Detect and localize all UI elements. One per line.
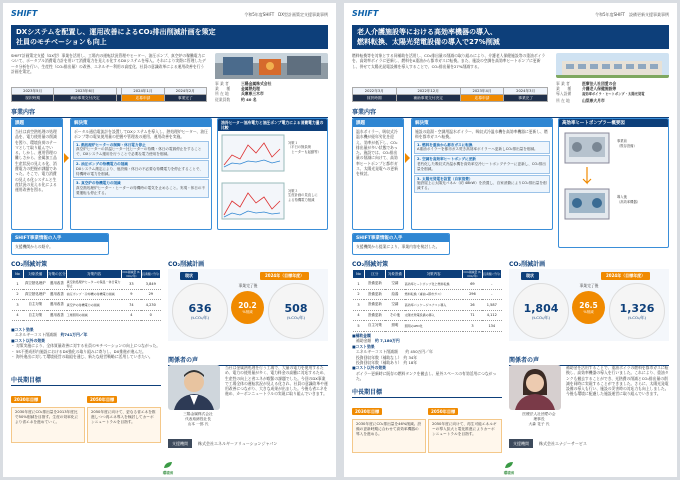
measure-text: 老朽化した吸収式冷温水機を高効率空冷ヒートポンプチラーに更新し、CO₂排出量を削減。 — [417, 161, 546, 171]
table-row: 4 設備更新 その他 太陽光発電設備の導入 71 4,112 — [353, 310, 502, 321]
cost-effect-block — [11, 327, 161, 359]
sign-role: 理事長 — [533, 417, 545, 421]
measure-text: 真空熱処理炉ヒーター・ヒーターの待機時の電気を止めること。実現・休日の不要運転も停止する。 — [76, 186, 206, 195]
arrow-icon — [405, 153, 410, 163]
measure-text: 施設屋上に太陽光パネル（約 48kW）を設置し、自家消費によりCO₂排出量を削減する。 — [417, 181, 547, 191]
issue-head: 課題 — [353, 119, 403, 127]
reduction-unit: %削減 — [583, 309, 594, 314]
measure-3 — [414, 175, 550, 193]
support-org-label: 支援機関 — [509, 439, 533, 448]
timeline-date: 2023年5月 — [12, 88, 54, 95]
diagram-card — [558, 118, 669, 248]
shift-info-head: SHIFT事業情報の入手 — [353, 234, 449, 242]
measure-1 — [73, 141, 209, 159]
shift-info-text: 支援機関からの紹介。 — [15, 244, 53, 249]
diagram-label-2: 対策３ 生産計画の見直しに よる待機電力削減 — [288, 189, 318, 202]
shift-info-box — [352, 233, 450, 255]
goal-2050-text: 2050年度に向けて、再生可能エネルギーの導入拡大と電化推進によりカーボンニュートラルを目指す。 — [428, 419, 502, 453]
measure-text: 真空炉ヒーターの昇温ヒーター比ヒーターの待機・休日の電源停止をすることで、DXシステム運用を行うことで必要な電力使用を削減。 — [76, 147, 202, 157]
co2-measures-table-wrap — [352, 269, 502, 332]
content-heading: 事業内容 — [11, 107, 328, 118]
shift-info-head: SHIFT事業情報の入手 — [12, 234, 108, 242]
timeline-stage: 補助事業交付決定 — [54, 95, 116, 102]
effect-item: ・ 5S不要成形内施設におけるDX強化の取り組みに寄与し、DX推進が進んだ。 — [11, 348, 146, 354]
timeline-stage: 採択時期 — [12, 95, 54, 102]
measure-text: DXシステム測定により、他設備・休日の不必要な待機電力を停止することで、待機時の電力を削減。 — [76, 166, 203, 176]
goal-2050-text: 2050年度に向けて、更なる省エネを推進しつつ再エネ導入を検討してカーボンニュートラルを目指す。 — [87, 407, 161, 443]
current-emission-circle — [172, 283, 228, 339]
timeline-table — [11, 87, 207, 102]
timeline-stage: 補助事業交付決定 — [396, 95, 460, 102]
diagram-label-2: 導入後 （高効率機器） — [617, 195, 641, 204]
shift-logo: SHIFT — [11, 9, 38, 18]
reduction-value: 26.5 — [579, 300, 598, 310]
intro-text: 燃料転換等を対象とする同補助を活用し、CO₂排出量の削減の取り組みにより、介護老人保健施設等の重油ボイラを、高効率ボイラに更新し、燃料をA重油から都市ガスに転換。また、施設の空調を高効率ヒートポンプに更新し、併せて太陽光発電設備を導入することで、CO₂排出量を27%削減する。 — [352, 53, 546, 69]
leaf-icon — [504, 461, 514, 469]
signature — [509, 412, 569, 427]
measure-1 — [414, 141, 550, 155]
company-key: 業 種 — [556, 86, 572, 92]
timeline-date: 2023年4月 — [460, 88, 504, 95]
voice-heading: 関係者の声 — [509, 355, 669, 366]
goal-2030-text: 2030年度にCO₂排出量を2013年度比で50%削減を目指す。生産の効率化により省エネを進めていく。 — [11, 407, 85, 443]
energy-cost-label: エネルギーコスト削減額 — [15, 332, 57, 338]
timeline-stage: 事業完了 — [164, 95, 206, 102]
measure-title: 1. 燃料を重油から都市ガスに転換 — [417, 142, 473, 147]
co2-plan-panel — [168, 269, 328, 341]
goal-2030 — [352, 398, 426, 453]
co2-measures-table-wrap — [11, 269, 161, 321]
target-unit: (t-CO₂/年) — [286, 314, 306, 320]
table-row: 2 設備更新 給湯 燃料転換（重油→都市ガス） 296 - — [353, 289, 502, 300]
target-unit: (t-CO₂/年) — [627, 314, 647, 320]
measure-title: 3. 真空炉の待機電力の削減 — [76, 181, 121, 186]
signature — [168, 412, 228, 427]
diagram-label-1: 事業前 （既存設備） — [617, 139, 637, 148]
co2-measures-table — [11, 269, 161, 321]
co2-plan-heading: CO₂削減計画 — [168, 259, 328, 270]
issue-card — [352, 118, 404, 230]
timeline-stage: 応募申請 — [460, 95, 504, 102]
cost-effect-head: ■コスト効果 — [352, 343, 375, 349]
goal-2050-tag: 2050年目標 — [428, 408, 458, 415]
timeline-stage: 応募申請 — [122, 95, 164, 102]
col-header: 区分 — [364, 270, 385, 279]
goal-2050 — [428, 398, 502, 453]
company-info — [215, 81, 328, 102]
goal-2050-tag: 2050年目標 — [87, 396, 117, 403]
timeline-date: 2023年6月 — [54, 88, 116, 95]
company-value: 金属熱処理 — [241, 86, 260, 92]
goal-2050 — [87, 386, 161, 443]
company-key: 所 在 地 — [556, 97, 570, 103]
current-value: 1,804 — [523, 301, 559, 315]
facility-photo — [556, 53, 669, 78]
company-key: 導入設備 — [556, 91, 572, 97]
timeline-stage: 事業完了 — [504, 95, 548, 102]
current-unit: (t-CO₂/年) — [190, 314, 210, 320]
action-head: 解決策 — [412, 119, 552, 127]
diagram-label-1: 対策１ （平日の無負荷 ヒーターも起動等） — [288, 141, 321, 154]
target-value: 508 — [284, 301, 308, 315]
other-effect-head: ■コスト以外の効果 — [11, 337, 45, 343]
effect-item: ・ 海外進出に対して環境経営の取組を通じ、新たな経営戦略に活用していきたい。 — [11, 354, 153, 360]
voice-text: 当社は金属熱処理を行う工場で、大量の電力を使用するため、電力の使用量が多く、電力料金の高騰に対応するため、生産性の向上と省エネが喫緊の課題でした。今回のDX事業で工場全体の運転状況が見える化され、社員の意識改革や運用改善につながり、大きな成果が出ました。今後も省エネを進め、カーボンニュートラルの実現に取り組んでいきます。 — [225, 365, 328, 397]
action-card — [70, 118, 212, 230]
title-line-1: 老人介護施設等における高効率機器の導入、 — [357, 28, 497, 36]
header-note: 令和5年度SHIFT 設備更新支援事業事例 — [595, 12, 669, 17]
col-header: 対象設備 — [385, 270, 404, 279]
sign-person: 大森 花子 氏 — [528, 422, 550, 426]
measure-2 — [73, 160, 209, 178]
col-header: 対策の区分 — [47, 270, 66, 279]
title-banner — [352, 25, 669, 49]
company-value: 医療法人社団愛の会 — [582, 81, 617, 86]
issue-text: 温水ボイラー、吸収式冷温水機が経年劣化を迎え、効率が低下し、CO₂排出量が多い状態であった。施設では、CO₂排出量の削減に向けて、高効率ヒートポンプと都市ガス、太陽光発電への更新を検討。 — [356, 129, 398, 177]
sign-person: 山本 一郎 氏 — [187, 422, 209, 426]
company-value: 高効率ボイラ・ヒートポンプ・太陽光発電 — [582, 92, 645, 97]
co2-measures-heading: CO₂削減対策 — [352, 259, 502, 270]
cost-effect-head: ■コスト効果 — [11, 327, 34, 332]
issue-head: 課題 — [12, 119, 62, 127]
measure-2 — [414, 155, 550, 173]
header-note: 令和5年度SHIFT DX型計画策定支援事業事例 — [244, 12, 328, 17]
target-emission-circle — [609, 283, 665, 339]
co2-plan-panel — [509, 269, 669, 341]
measure-text: A重油ボイラーを都市ガス焚き高効率ボイラーへ更新しCO₂排出量を削減。 — [417, 147, 538, 152]
subsidy-value: 約 7,180万円 — [374, 338, 400, 344]
action-text: 施設の給湯・空調用温水ボイラー、吸収式冷温水機を高効率機器に更新し、燃料を都市ガスへ転換。 — [415, 129, 548, 140]
left-case-page — [3, 3, 336, 477]
timeline-date: 2024年3月 — [504, 88, 548, 95]
sign-company: 三陽金属株式会社 — [183, 412, 213, 416]
measure-3 — [73, 179, 209, 197]
reduction-label: 事業完了後 — [579, 283, 599, 288]
reduction-unit: %削減 — [242, 309, 253, 314]
table-row: 1 設備更新 空調 高効率ヒートポンプ化と燃料転換 69 - — [353, 279, 502, 290]
effect-item: ・ 対策実施により、全体質量改善に対する社員のモチベーションの向上につながった。 — [11, 343, 161, 349]
shift-info-box — [11, 233, 109, 255]
subsidy-label: 補助金額 — [356, 338, 372, 344]
col-header: 対策内容 — [67, 270, 122, 279]
shift-info-text: 支援機関から提案により、事業内容を検討した。 — [356, 244, 440, 249]
right-case-page — [344, 3, 677, 477]
long-term-heading: 中長期目標 — [352, 387, 502, 398]
timeline-date: 2024年1月 — [122, 88, 164, 95]
company-info — [556, 81, 669, 103]
effect-item: 投資回収年数（補助あり） 約 18年 — [356, 360, 418, 366]
company-value: 山梨県大月市 — [582, 97, 605, 103]
sign-company: 医療法人社団愛の会 — [522, 412, 556, 416]
ministry-mark: 環境省 — [153, 461, 183, 476]
action-card — [411, 118, 553, 230]
company-key: 所 在 地 — [215, 91, 229, 97]
col-header: 対象設備 — [23, 270, 47, 279]
arrow-icon — [64, 153, 69, 163]
target-emission-circle — [268, 283, 324, 339]
timeline-stage: 採択時期 — [353, 95, 397, 102]
company-key: 業 種 — [215, 86, 231, 92]
other-effect-head: ■コスト以外の効果 — [352, 365, 386, 371]
company-value: 兵庫県三木市 — [241, 91, 264, 97]
action-head: 解決策 — [71, 119, 211, 127]
title-line-1: DXシステムを配置し、運用改善によるCO₂排出削減計画を策定 — [16, 28, 216, 36]
effect-item: 投資回収年数（補助なし） 約 34年 — [356, 354, 418, 360]
goal-2030 — [11, 386, 85, 443]
current-tag: 現状 — [521, 272, 539, 280]
company-key: 事 業 者 — [556, 81, 570, 86]
measure-title: 2. 空調を高効率ヒートポンプに更新 — [417, 157, 476, 162]
col-header: CO₂削減量 (t-CO₂/年) — [122, 270, 141, 278]
company-value: 三陽金属株式会社 — [241, 81, 272, 86]
table-row: 4 自主対策 運用改善 工場照明の削減 4 0 — [12, 310, 161, 321]
current-emission-circle — [513, 283, 569, 339]
content-heading: 事業内容 — [352, 107, 669, 118]
measure-title: 2. 油圧ポンプの待機電力の削減 — [76, 161, 128, 166]
action-text: ポータル通信電流計を設置してDXシステムを導入し、熱処理炉ヒーター、油圧ポンプ等の電気使用量の把握や管理表の運用、運用改善を実施。 — [74, 129, 208, 140]
table-row: 2 真空熱処理炉 運用改善 油圧ポンプ・冷却機の待機電力削減 9 29 — [12, 289, 161, 300]
measure-title: 1. 熱処理炉ヒーターの制御・休日電力停止 — [76, 142, 146, 147]
diagram-head: 高効率ヒートポンプラー概要図 — [559, 119, 668, 127]
reduction-circle — [231, 291, 264, 324]
shift-logo: SHIFT — [352, 9, 379, 18]
table-row: 3 自主対策 運用改善 真空炉の待機電力の削減 74 4,230 — [12, 300, 161, 311]
issue-text: 当社は真空熱処理の処理品を、電力使用量の削減を図り、環境負荷のテーマとして取り組んでいる。しかし、運用管理の難しさから、金属加工品生産状況の見える化、消費電力の把握が課題であった。そこで、電力消費の見える化システムと生産状況の見える化による運用改善を図る。 — [15, 129, 57, 193]
co2-measures-table — [352, 269, 502, 332]
table-row: 3 設備更新 空調 高効率パッケージエアコン導入 26 1,587 — [353, 300, 502, 311]
diagram-card — [217, 118, 328, 230]
representative-photo — [168, 365, 220, 410]
voice-text: 補助金を活用することで、重油ボイラの燃料を都市ガスに転換し、高効率機器の導入を行いました。これにより、重油タンクも撤去することができ、光熱費の削減とCO₂排出量の削減を同時に実現することができました。さらに、太陽光発電設備の導入も行い、施設の災害時の対応力も向上しました。今後も環境に配慮した施設運営に取り組んでいきます。 — [566, 365, 669, 397]
support-org-bar — [168, 439, 328, 448]
col-header: No — [353, 270, 365, 279]
cost-effect-block — [352, 333, 502, 382]
table-row: 1 真空熱処理炉 運用改善 真空熱処理炉ヒーターの保温・休日電力停止 33 3,849 — [12, 279, 161, 290]
long-term-heading: 中長期目標 — [11, 375, 161, 386]
col-header: 投資額 (千円) — [141, 270, 160, 279]
reduction-circle — [572, 291, 605, 324]
goal-2030-text: 2030年度にCO₂排出量を46%削減。設備の更新時期に合わせて高効率機器の導入を進める。 — [352, 419, 426, 453]
goal-2030-tag: 2030年目標 — [352, 408, 382, 415]
title-banner — [11, 25, 328, 49]
company-value: 約 40 名 — [241, 96, 257, 102]
target-tag: 2024年（目標年度） — [601, 272, 650, 280]
current-unit: (t-CO₂/年) — [531, 314, 551, 320]
timeline-date: 2022年3月 — [353, 88, 397, 95]
timeline-date: 2024年2月 — [164, 88, 206, 95]
company-key: 事 業 者 — [215, 81, 229, 86]
sign-role: 代表取締役社長 — [185, 417, 211, 421]
effect-item: エネルギーコスト削減額 約 450万円／年 — [356, 349, 433, 355]
other-effect-text: ボイラー更新時に既存の燃料タンクを撤去し、屋外スペースの有効活用につながった。 — [356, 370, 497, 382]
col-header: 対策内容 — [405, 270, 463, 279]
support-org-value: 株式会社エネルギーソリューションジャパン — [198, 440, 278, 446]
col-header: No — [12, 270, 24, 279]
leaf-icon — [163, 461, 173, 469]
table-row: 5 自主対策 照明 照明のLED化 3 134 — [353, 321, 502, 332]
company-key: 従業員数 — [215, 96, 231, 102]
target-tag: 2024年（目標年度） — [260, 272, 309, 280]
timeline-date: 2022年12月 — [396, 88, 460, 95]
timeline-table — [352, 87, 548, 102]
current-tag: 現状 — [180, 272, 198, 280]
ministry-mark: 環境省 — [494, 461, 524, 476]
co2-measures-heading: CO₂削減対策 — [11, 259, 161, 270]
reduction-value: 20.2 — [238, 300, 257, 310]
voice-heading: 関係者の声 — [168, 355, 328, 366]
title-line-2: 燃料転換、太陽光発電設備の導入で27%削減 — [357, 38, 500, 46]
energy-cost-value: 約741万円／年 — [60, 332, 88, 338]
issue-card — [11, 118, 63, 230]
diagram-head: 油冷ヒーター油冷電力と油圧ポンプ電力による消費電力量の比較 — [218, 119, 327, 131]
company-value: 介護老人保健施設等 — [582, 86, 617, 92]
representative-photo — [509, 365, 561, 410]
goal-2030-tag: 2030年目標 — [11, 396, 41, 403]
support-org-bar — [509, 439, 669, 448]
support-org-value: 株式会社エナジーサービス — [539, 440, 587, 446]
current-value: 636 — [188, 301, 212, 315]
subsidy-head: ■補助金額 — [352, 333, 371, 338]
intro-text: SHIFT計画策定支援（DX型）事業を活用し、工場内の運転状況管理やヒーター、油圧ポンプ、真空炉の稼働電力について、ポータブル消費電力計を用いて消費電力を見える化するDXシステムを導入。それにより実際に管理したデータ分析を行い、生産性（CO₂排出量）の改善、エネルギー利用の高度化、社員の意識改革による運用改善を行う計画を策定。 — [11, 53, 206, 75]
measure-title: 3. 太陽光発電を設置（自家消費） — [417, 176, 473, 181]
col-header: 投資額 (千円) — [482, 270, 501, 279]
target-value: 1,326 — [619, 301, 655, 315]
col-header: CO₂削減量 (t-CO₂/年) — [463, 270, 482, 278]
title-line-2: 社員のモチベーションも向上 — [16, 38, 107, 46]
support-org-label: 支援機関 — [168, 439, 192, 448]
co2-plan-heading: CO₂削減計画 — [509, 259, 669, 270]
reduction-label: 事業完了後 — [238, 283, 258, 288]
